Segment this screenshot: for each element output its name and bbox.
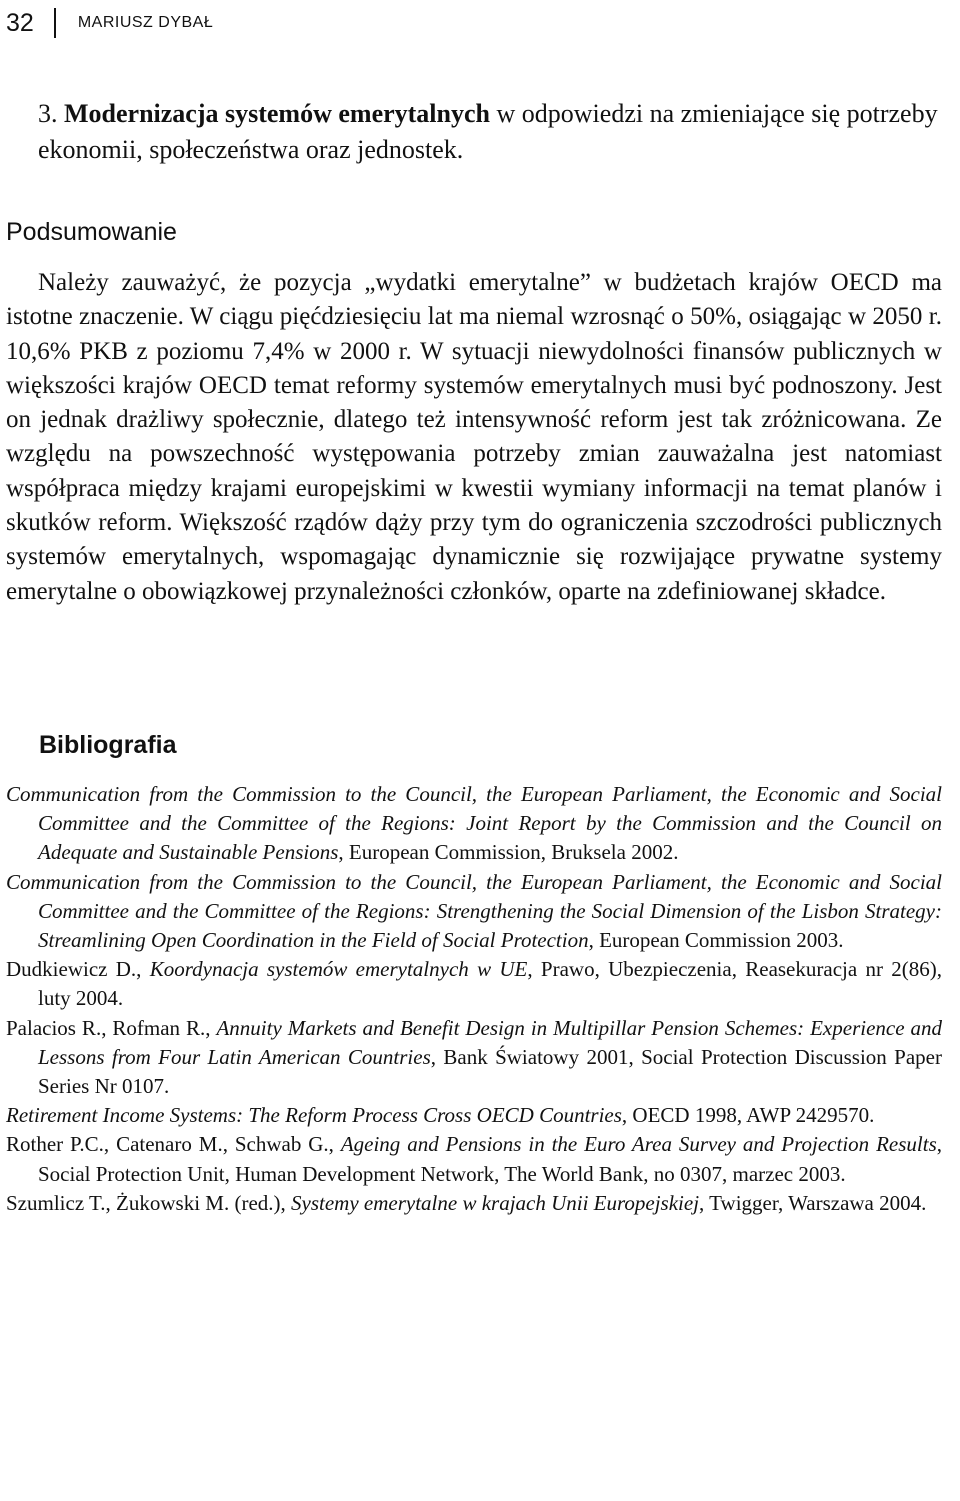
entry-details: , European Commission, Bruksela 2002. (338, 840, 679, 865)
entry-author: Rother P.C., Catenaro M., Schwab G., (6, 1132, 341, 1157)
header-divider (54, 8, 56, 38)
summary-text: Należy zauważyć, że pozycja „wydatki emerytalne” w budżetach krajów OECD ma istotne znaczenie. W ciągu pięćdziesięciu lat ma niemal wzrosnąć o 50%, osiągając w 2050 r. 10,6% PKB z poziomu 7,4% w 2000 r. W sytuacji niewydolności finansów publicznych w większości krajów OECD temat reformy systemów emerytalnych musi być podnoszony. Jest on jednak drażliwy społecznie, dlatego też intensywność reform jest tak zróżnicowana. Ze względu na powszechność występowania potrzeby zmian zauważalna jest natomiast współpraca między krajami europejskimi w kwestii wymiany informacji na temat planów i skutków reform. Większość rządów dąży przy tym do ograniczenia szczodrości publicznych systemów emerytalnych, wspomagając dynamicznie się rozwijające prywatne systemy emerytalne o obowiązkowej przynależności członków, oparte na zdefiniowanej składce. (6, 269, 942, 605)
entry-details: , Prawo, Ubezpieczenia, Reasekuracja nr 2(86), luty 2004. (38, 957, 942, 1011)
bibliography-entry (6, 1189, 942, 1218)
entry-details: , Social Protection Unit, Human Development Network, The World Bank, no 0307, marzec 2003. (38, 1132, 942, 1186)
bibliography-list (6, 780, 942, 1218)
bibliography-entry (6, 1101, 942, 1130)
entry-author: Szumlicz T., Żukowski M. (red.), (6, 1190, 292, 1215)
section-heading-summary: Podsumowanie (6, 218, 177, 246)
bibliography-entry (6, 955, 942, 1013)
entry-details: , European Commission 2003. (588, 928, 844, 953)
entry-title: Communication from the Commission to the Council, the European Parliament, the Economic and Social Committee and the Committee of the Regions: Joint Report by the Commission and the Council on Adequate and Sustainable Pensions (6, 782, 942, 865)
running-header (6, 2, 213, 44)
bibliography-entry (6, 868, 942, 956)
bibliography-entry (6, 780, 942, 868)
entry-details: , Twigger, Warszawa 2004. (699, 1190, 927, 1215)
point-rest: w odpowiedzi na zmieniające się potrzeby ekonomii, społeczeństwa oraz jednostek. (38, 99, 938, 164)
list-item-point-3 (6, 96, 942, 168)
bibliography-entry (6, 1130, 942, 1188)
entry-details: , OECD 1998, AWP 2429570. (621, 1103, 875, 1128)
section-heading-bibliography: Bibliografia (39, 731, 177, 759)
entry-title: Systemy emerytalne w krajach Unii Europejskiej (291, 1190, 700, 1215)
entry-title: Koordynacja systemów emerytalnych w UE (149, 957, 528, 982)
summary-paragraph (6, 266, 942, 609)
running-author: MARIUSZ DYBAŁ (77, 14, 214, 31)
entry-title: Communication from the Commission to the Council, the European Parliament, the Economic and Social Committee and the Committee of the Regions: Strengthening the Social Dimension of the Lisbon Strategy: Streamlining Open Coordination in the Field of Social Protection (6, 869, 942, 953)
point-number: 3. (38, 99, 58, 128)
entry-title: Retirement Income Systems: The Reform Process Cross OECD Countries (6, 1103, 622, 1128)
entry-author: Dudkiewicz D., (6, 957, 150, 982)
entry-title: Annuity Markets and Benefit Design in Multipillar Pension Schemes: Experience and Lessons from Four Latin American Countries (38, 1015, 942, 1069)
page-number: 32 (6, 8, 34, 37)
entry-details: , Bank Światowy 2001, Social Protection Discussion Paper Series Nr 0107. (38, 1044, 942, 1099)
point-bold-title: Modernizacja systemów emerytalnych (64, 99, 490, 128)
entry-author: Palacios R., Rofman R., (6, 1015, 217, 1040)
point-3-text (6, 96, 942, 168)
bibliography-entry (6, 1014, 942, 1102)
entry-title: Ageing and Pensions in the Euro Area Survey and Projection Results (340, 1132, 937, 1157)
